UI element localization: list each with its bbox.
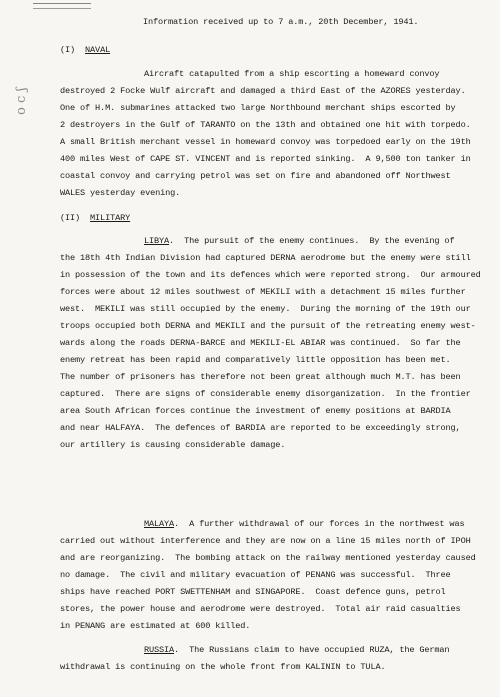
- malaya-line-4: no damage. The civil and military evacuation of PENANG was successful. Three: [60, 570, 451, 580]
- military-heading: (II) MILITARY: [60, 213, 131, 223]
- libya-line-6: troops occupied both DERNA and MEKILI and the pursuit of the retreating enemy west-: [60, 321, 476, 331]
- naval-line-8: WALES yesterday evening.: [60, 188, 181, 198]
- russia-line-1: RUSSIA. The Russians claim to have occupied RUZA, the German: [144, 645, 450, 655]
- libya-line-11: area South African forces continue the investment of enemy positions at BARDIA: [60, 406, 451, 416]
- libya-line-10: captured. There are signs of considerable enemy disorganization. In the frontier: [60, 389, 471, 399]
- malaya-line-3: and are reorganizing. The bombing attack on the railway mentioned yesterday caused: [60, 553, 476, 563]
- naval-line-6: 400 miles West of CAPE ST. VINCENT and is reported sinking. A 9,500 ton tanker in: [60, 154, 471, 164]
- document-header: Information received up to 7 a.m., 20th December, 1941.: [143, 17, 419, 27]
- russia-label: RUSSIA: [144, 645, 175, 655]
- handwritten-margin-mark: ʃ ɔ o: [14, 88, 29, 115]
- libya-line-3: in possession of the town and its defences which were reported strong. Our armoured: [60, 270, 481, 280]
- libya-line-12: and near HALFAYA. The defences of BARDIA are reported to be exceedingly strong,: [60, 423, 461, 433]
- naval-line-7: coastal convoy and carrying petrol was set on fire and abandoned off Northwest: [60, 171, 451, 181]
- libya-label: LIBYA: [144, 236, 170, 246]
- libya-line-9: The number of prisoners has therefore not been great although much M.T. has been: [60, 372, 461, 382]
- naval-line-3: One of H.M. submarines attacked two large Northbound merchant ships escorted by: [60, 103, 456, 113]
- libya-line-4: forces were about 12 miles southwest of MEKILI with a detachment 15 miles further: [60, 287, 466, 297]
- malaya-line-1: MALAYA. A further withdrawal of our forces in the northwest was: [144, 519, 465, 529]
- naval-line-1: Aircraft catapulted from a ship escorting a homeward convoy: [144, 69, 440, 79]
- russia-line-2: withdrawal is continuing on the whole front from KALININ to TULA.: [60, 662, 386, 672]
- naval-heading: (I) NAVAL: [60, 45, 111, 55]
- malaya-line-5: ships have reached PORT SWETTENHAM and SINGAPORE. Coast defence guns, petrol: [60, 587, 446, 597]
- libya-line-5: west. MEKILI was still occupied by the enemy. During the morning of the 19th our: [60, 304, 471, 314]
- malaya-line-7: in PENANG are estimated at 600 killed.: [60, 621, 251, 631]
- malaya-label: MALAYA: [144, 519, 175, 529]
- libya-line-7: wards along the roads DERNA-BARCE and MEKILI-EL ABIAR was continued. So far the: [60, 338, 461, 348]
- libya-line-1: LIBYA. The pursuit of the enemy continues. By the evening of: [144, 236, 455, 246]
- page-corner-mark: [33, 3, 91, 9]
- naval-line-4: 2 destroyers in the Gulf of TARANTO on the 13th and obtained one hit with torpedo.: [60, 120, 471, 130]
- naval-line-5: A small British merchant vessel in homeward convoy was torpedoed early on the 19th: [60, 137, 471, 147]
- malaya-line-6: stores, the power house and aerodrome were destroyed. Total air raid casualties: [60, 604, 461, 614]
- libya-line-2: the 18th 4th Indian Division had captured DERNA aerodrome but the enemy were still: [60, 253, 471, 263]
- libya-line-8: enemy retreat has been rapid and comparatively little opposition has been met.: [60, 355, 451, 365]
- malaya-line-2: carried out without interference and they are now on a line 15 miles north of IPOH: [60, 536, 471, 546]
- naval-line-2: destroyed 2 Focke Wulf aircraft and damaged a third East of the AZORES yesterday.: [60, 86, 466, 96]
- libya-line-13: our artillery is causing considerable damage.: [60, 440, 286, 450]
